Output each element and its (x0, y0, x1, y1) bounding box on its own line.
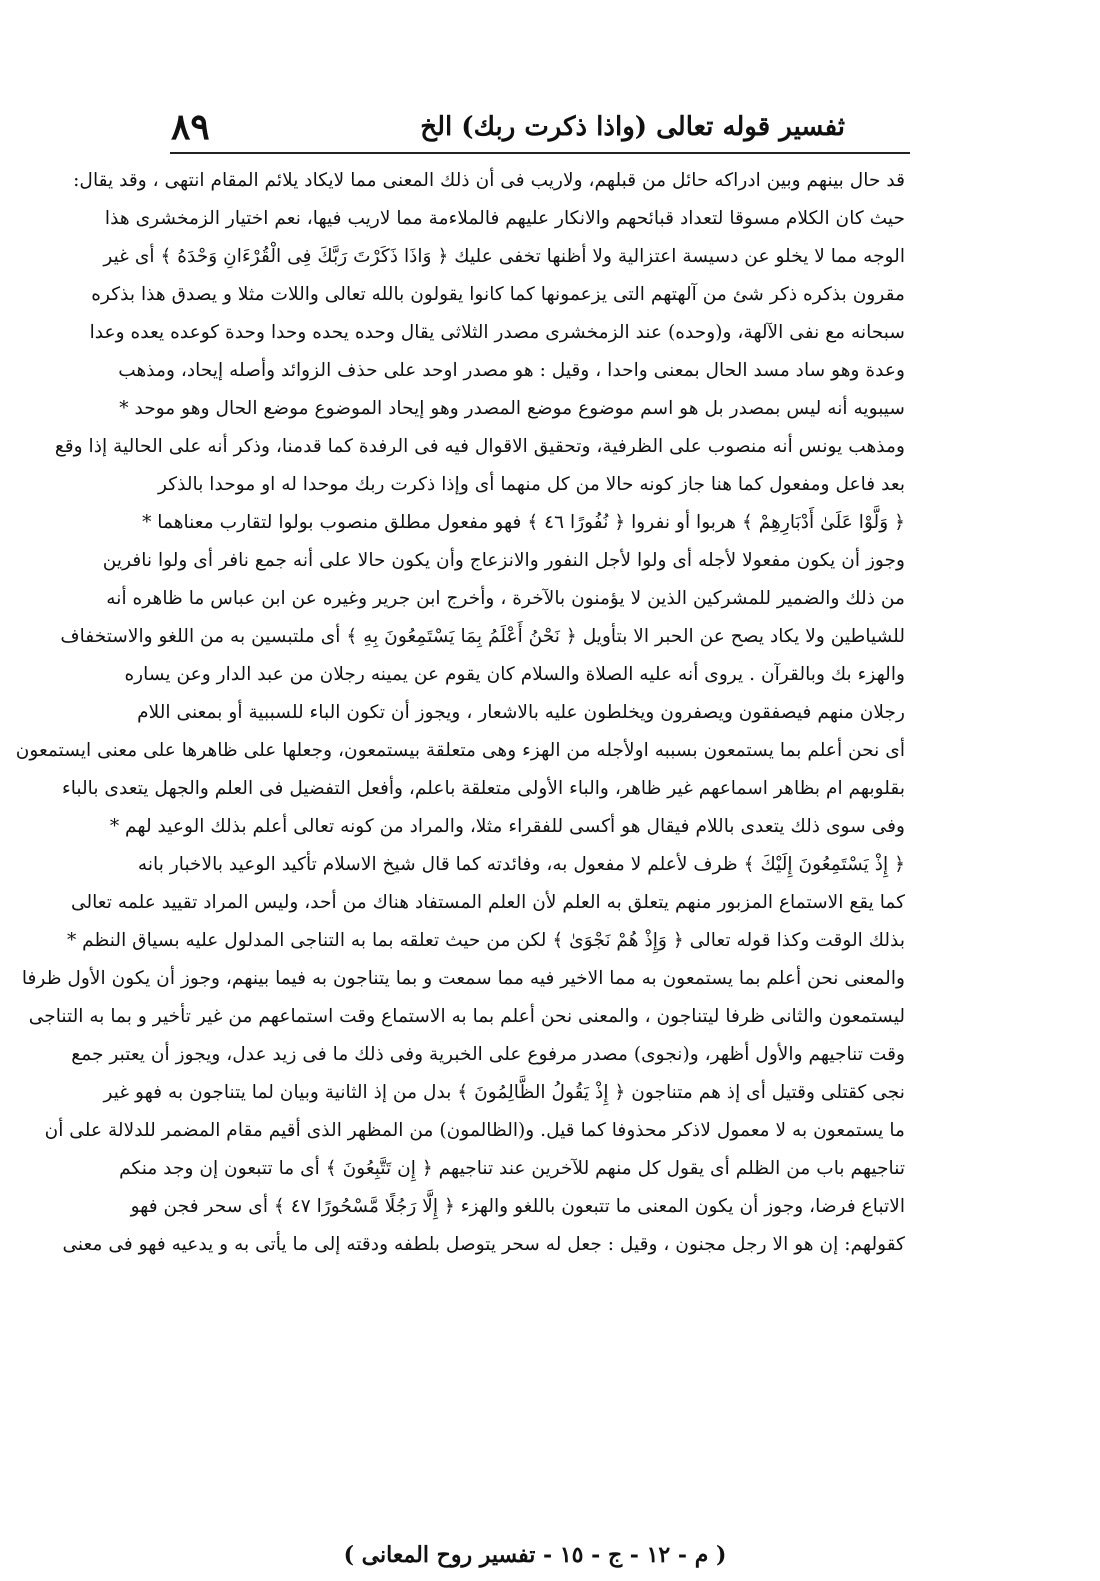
text-line: من ذلك والضمير للمشركين الذين لا يؤمنون بالآخرة ، وأخرج ابن جرير وغيره عن ابن عباس ما ظاهره أنه (106, 588, 905, 609)
text-line: والهزء بك وبالقرآن . يروى أنه عليه الصلاة والسلام كان يقوم عن يمينه رجلان من عبد الدار وعن يساره (124, 664, 905, 685)
text-line: بذلك الوقت وكذا قوله تعالى ﴿ وَإِذْ هُمْ نَجْوَىٰ ﴾ لكن من حيث تعلقه بما به التناجى المدلول عليه بسياق النظم * (66, 930, 905, 951)
header-rule (170, 152, 910, 154)
text-line: كما يقع الاستماع المزبور منهم يتعلق به العلم لأن العلم المستفاد هناك من أحد، وليس المراد تقييد علمه تعالى (70, 892, 905, 913)
page-number: ٨٩ (171, 106, 210, 148)
text-line: وفى سوى ذلك يتعدى باللام فيقال هو أكسى للفقراء مثلا، والمراد من كونه تعالى أعلم بذلك الوعيد لهم * (109, 816, 905, 837)
text-line: حيث كان الكلام مسوقا لتعداد قبائحهم والانكار عليهم فالملاءمة مما لاريب فيها، نعم اختيار الزمخشرى هذا (104, 208, 905, 229)
text-line: مقرون بذكره ذكر شئ من آلهتهم التى يزعمونها كما كانوا يقولون بالله تعالى واللات مثلا و يصدق هذا بذكره (91, 284, 905, 305)
text-line: رجلان منهم فيصفقون ويصفرون ويخلطون عليه بالاشعار ، ويجوز أن تكون الباء للسببية أو بمعنى اللام (137, 702, 905, 723)
text-line: والمعنى نحن أعلم بما يستمعون به مما الاخير فيه مما سمعت و بما يتناجون به فيما بينهم، وجوز أن يكون الأول ظرفا (21, 968, 905, 989)
text-line: بقلوبهم ام بظاهر اسماعهم غير ظاهر، والباء الأولى متعلقة باعلم، وأفعل التفضيل فى العلم والجهل يتعدى بالباء (62, 778, 905, 799)
text-line: وقت تناجيهم والأول أظهر، و(نجوى) مصدر مرفوع على الخبرية وفى ذلك ما فى زيد عدل، ويجوز أن يعتبر جمع (71, 1044, 905, 1065)
text-line: ومذهب يونس أنه منصوب على الظرفية، وتحقيق الاقوال فيه فى الرفدة كما قدمنا، وذكر أنه على الحالية إذا وقع (54, 436, 905, 457)
commentary-text (15, 162, 905, 1264)
running-title: ثفسير قوله تعالى (واذا ذكرت ربك) الخ (420, 112, 845, 142)
text-line: ما يستمعون به لا معمول لاذكر محذوفا كما قيل. و(الظالمون) من المظهر الذى أقيم مقام المضمر للدلالة على أن (44, 1120, 905, 1141)
text-line: كقولهم: إن هو الا رجل مجنون ، وقيل : جعل له سحر يتوصل بلطفه ودقته إلى ما يأتى به و يدعيه فهو فى معنى (62, 1234, 905, 1255)
text-line: وعدة وهو ساد مسد الحال بمعنى واحدا ، وقيل : هو مصدر اوحد على حذف الزوائد وأصله إيحاد، ومذهب (118, 360, 905, 381)
text-line: للشياطين ولا يكاد يصح عن الحبر الا بتأويل ﴿ نَحْنُ أَعْلَمُ بِمَا يَسْتَمِعُونَ بِهِ ﴾ أى ملتبسين به من اللغو والاستخفاف (60, 626, 905, 647)
text-line: بعد فاعل ومفعول كما هنا جاز كونه حالا من كل منهما أى وإذا ذكرت ربك موحدا له او موحدا بالذكر (158, 474, 905, 495)
page-header (165, 108, 905, 154)
text-line: سبحانه مع نفى الآلهة، و(وحده) عند الزمخشرى مصدر الثلاثى يقال وحده يحده وحدا وحدة كوعده يعده وعدا (89, 322, 905, 343)
text-line: الوجه مما لا يخلو عن دسيسة اعتزالية ولا أظنها تخفى عليك ﴿ وَاذَا ذَكَرْتَ رَبَّكَ فِى الْقُرْءَانِ وَحْدَهُ ﴾ أى غير (103, 246, 905, 267)
text-line: ليستمعون والثانى ظرفا ليتناجون ، والمعنى نحن أعلم بما به الاستماع وقت استماعهم من غير تأخير و بما به التناجى (28, 1006, 905, 1027)
text-line: ﴿ وَلَّوْا عَلَىٰ أَدْبَارِهِمْ ﴾ هربوا أو نفروا ﴿ نُفُورًا ٤٦ ﴾ فهو مفعول مطلق منصوب بولوا لتقارب معناهما * (142, 512, 905, 533)
text-line: الاتباع فرضا، وجوز أن يكون المعنى ما تتبعون باللغو والهزء ﴿ إِلَّا رَجُلًا مَّسْحُورًا ٤٧ ﴾ أى سحر فجن فهو (130, 1196, 905, 1217)
text-line: نجى كقتلى وقتيل أى إذ هم متناجون ﴿ إِذْ يَقُولُ الظَّالِمُونَ ﴾ بدل من إذ الثانية وبيان لما يتناجون به فهو غير (103, 1082, 905, 1103)
text-line: وجوز أن يكون مفعولا لأجله أى ولوا لأجل النفور والانزعاج وأن يكون حالا على أنه جمع نافر أى ولوا نافرين (102, 550, 905, 571)
text-line: قد حال بينهم وبين ادراكه حائل من قبلهم، ولاريب فى أن ذلك المعنى مما لايكاد يلائم المقام انتهى ، وقد يقال: (73, 170, 905, 191)
text-line: أى نحن أعلم بما يستمعون بسببه اولأجله من الهزء وهى متعلقة بيستمعون، وجعلها على ظاهرها على معنى ايستمعون (15, 740, 905, 761)
signature-line: ( م - ١٢ - ج - ١٥ - تفسير روح المعانى ) (343, 1542, 727, 1568)
text-line: ﴿ إِذْ يَسْتَمِعُونَ إِلَيْكَ ﴾ ظرف لأعلم لا مفعول به، وفائدته كما قال شيخ الاسلام تأكيد الوعيد بالاخبار بانه (137, 854, 905, 875)
text-line: سيبويه أنه ليس بمصدر بل هو اسم موضوع موضع المصدر وهو إيحاد الموضوع موضع الحال وهو موحد * (119, 398, 905, 419)
text-line: تناجيهم باب من الظلم أى يقول كل منهم للآخرين عند تناجيهم ﴿ إِن تَتَّبِعُونَ ﴾ أى ما تتبعون إن وجد منكم (119, 1158, 905, 1179)
